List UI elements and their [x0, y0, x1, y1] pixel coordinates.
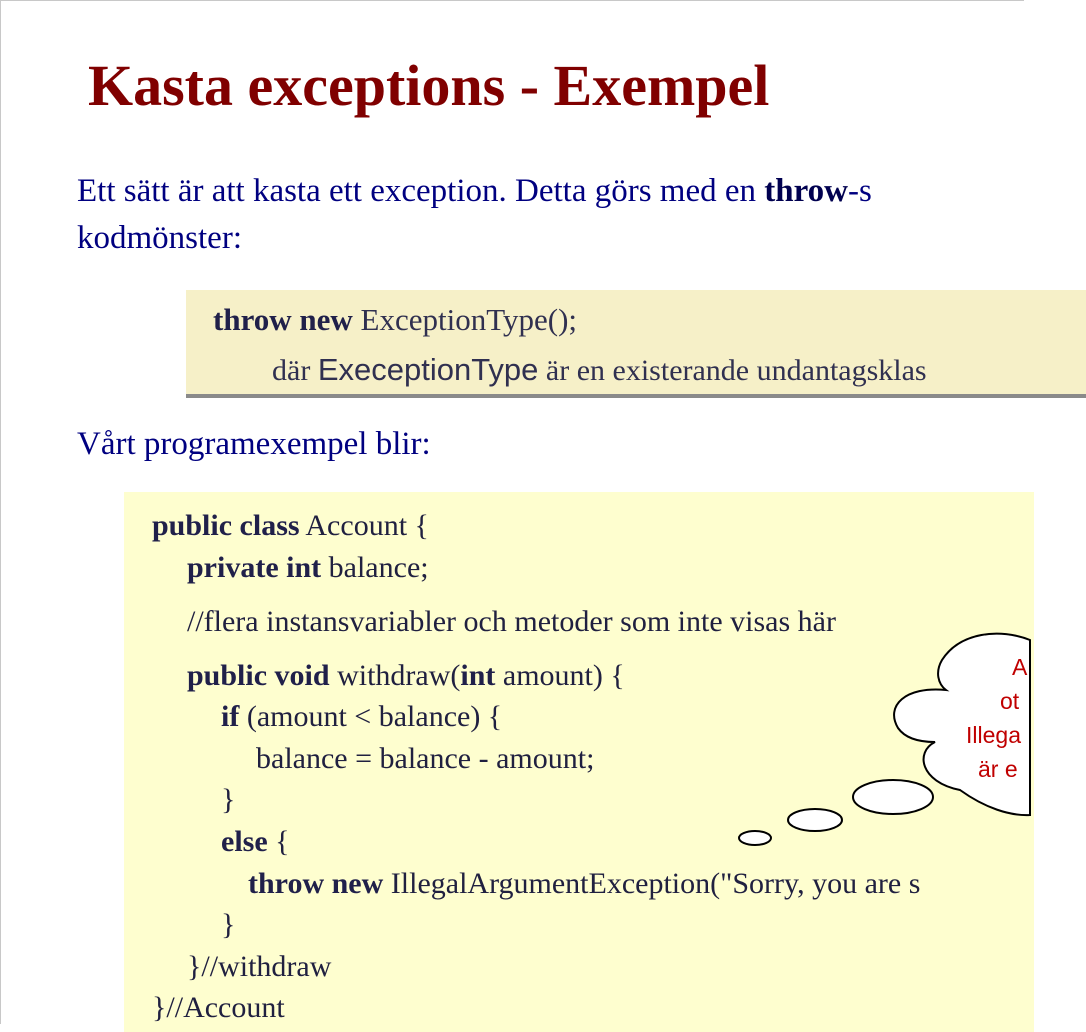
code-text: balance; — [321, 551, 429, 584]
code-text: withdraw( — [329, 659, 461, 692]
syntax-where: där — [272, 354, 318, 387]
intro-keyword: throw — [764, 173, 848, 209]
intro-line-2: kodmönster: — [77, 220, 242, 256]
thought-text: A — [1012, 654, 1028, 680]
code-keyword: if — [221, 700, 240, 733]
code-keyword: int — [460, 659, 496, 692]
code-text: amount) { — [495, 659, 625, 692]
syntax-type: ExeceptionType — [317, 352, 539, 387]
slide-title: Kasta exceptions - Exempel — [88, 53, 770, 118]
intro-text-tail: -s — [848, 173, 872, 209]
syntax-rest: ExceptionType(); — [352, 302, 578, 337]
code-text: Account { — [299, 509, 429, 542]
code-text: (amount < balance) { — [239, 700, 503, 733]
code-line: }//withdraw — [187, 950, 332, 983]
code-keyword: public void — [187, 659, 330, 692]
code-comment: //flera instansvariabler och metoder som inte visas här — [187, 605, 836, 638]
code-keyword: private int — [187, 551, 322, 584]
code-keyword: else — [221, 825, 268, 858]
code-line: balance = balance - amount; — [256, 742, 595, 775]
thought-text: är e — [978, 756, 1018, 782]
code-line: } — [221, 783, 236, 816]
syntax-desc: är en existerande undantagsklas — [538, 354, 927, 387]
code-text: IllegalArgumentException("Sorry, you are s — [383, 867, 921, 900]
thought-dot-medium — [788, 809, 842, 831]
thought-text: ot — [1000, 688, 1020, 714]
thought-dot-small — [739, 831, 771, 845]
syntax-keyword: throw new — [213, 302, 353, 337]
code-keyword: public class — [152, 509, 300, 542]
thought-text: Illega — [966, 722, 1021, 748]
code-line: }//Account — [152, 991, 285, 1024]
code-keyword: throw new — [248, 867, 384, 900]
thought-dot-large — [853, 780, 933, 814]
example-heading: Vårt programexempel blir: — [77, 426, 431, 462]
intro-text: Ett sätt är att kasta ett exception. Detta görs med en — [77, 173, 765, 209]
code-text: { — [267, 825, 290, 858]
code-line: } — [221, 908, 236, 941]
